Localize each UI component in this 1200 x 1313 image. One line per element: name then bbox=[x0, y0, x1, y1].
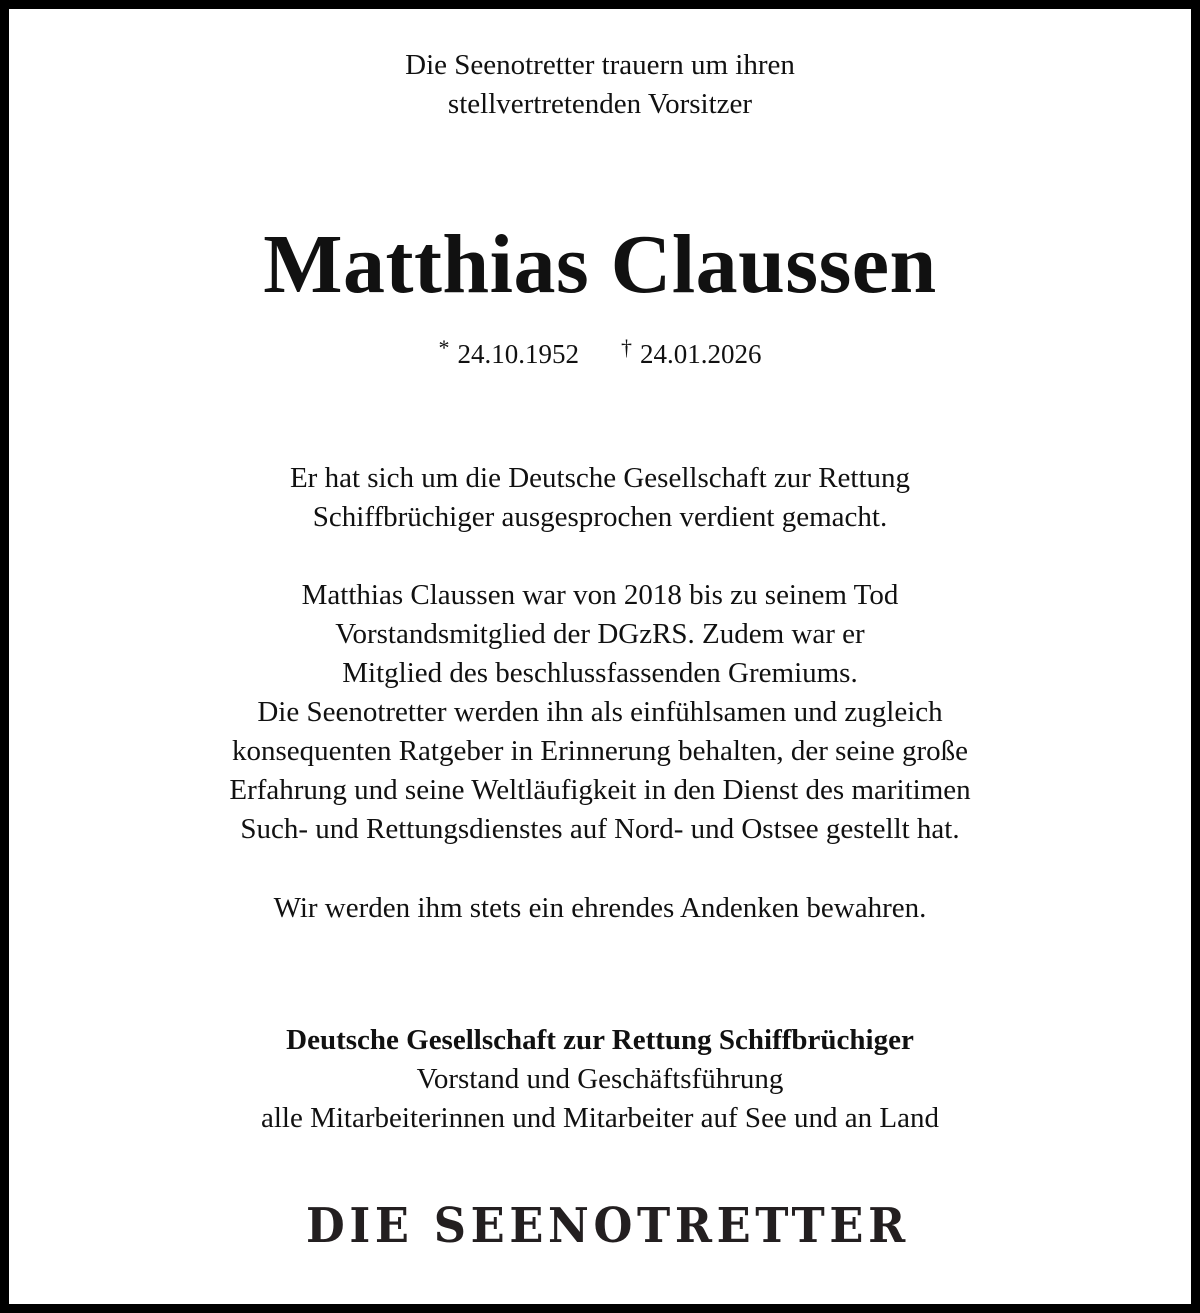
paragraph-merits bbox=[0, 459, 1200, 537]
organization-name: Deutsche Gesellschaft zur Rettung Schiffbrüchiger bbox=[286, 1024, 914, 1056]
seenotretter-logo bbox=[272, 1190, 942, 1262]
intro-line: stellvertretenden Vorsitzer bbox=[447, 88, 753, 120]
text-line: Schiffbrüchiger ausgesprochen verdient gemacht. bbox=[312, 501, 888, 533]
logo-wordmark: DIE SEENOTRETTER bbox=[306, 1198, 910, 1254]
life-dates bbox=[0, 330, 1200, 372]
signature bbox=[0, 1021, 1200, 1138]
intro-line: Die Seenotretter trauern um ihren bbox=[405, 49, 795, 81]
text-line: Such- und Rettungsdienstes auf Nord- und Ostsee gestellt hat. bbox=[240, 813, 960, 845]
birth-date: 24.10.1952 bbox=[457, 339, 579, 369]
text-line: Vorstandsmitglied der DGzRS. Zudem war er bbox=[335, 618, 865, 650]
signature-line: alle Mitarbeiterinnen und Mitarbeiter auf See und an Land bbox=[260, 1102, 940, 1134]
deceased-name: Matthias Claussen bbox=[263, 218, 937, 311]
text-line: Er hat sich um die Deutsche Gesellschaft zur Rettung bbox=[289, 462, 911, 494]
text-line: konsequenten Ratgeber in Erinnerung behalten, der seine große bbox=[231, 735, 969, 767]
text-line: Wir werden ihm stets ein ehrendes Andenken bewahren. bbox=[273, 892, 927, 924]
death-cross-icon: † bbox=[621, 335, 632, 360]
paragraph-biography bbox=[0, 576, 1200, 849]
text-line: Erfahrung und seine Weltläufigkeit in den Dienst des maritimen bbox=[229, 774, 971, 806]
birth-star-icon: * bbox=[438, 335, 450, 360]
intro-text bbox=[0, 46, 1200, 124]
text-line: Mitglied des beschlussfassenden Gremiums. bbox=[342, 657, 858, 689]
paragraph-closing bbox=[0, 889, 1200, 928]
text-line: Die Seenotretter werden ihn als einfühlsamen und zugleich bbox=[257, 696, 943, 728]
signature-line: Vorstand und Geschäftsführung bbox=[416, 1063, 784, 1095]
text-line: Matthias Claussen war von 2018 bis zu seinem Tod bbox=[301, 579, 899, 611]
death-date: 24.01.2026 bbox=[640, 339, 762, 369]
